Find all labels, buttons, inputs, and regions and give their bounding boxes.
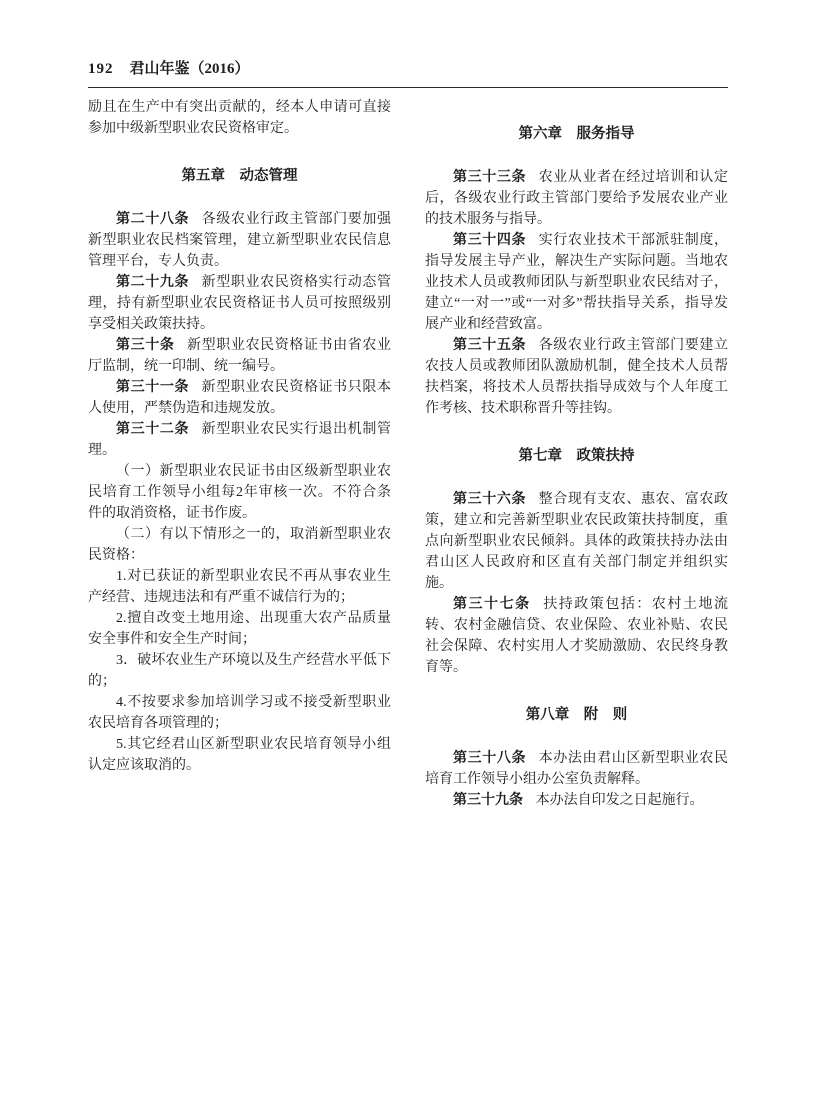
article-paragraph: 第三十四条 实行农业技术干部派驻制度，指导发展主导产业，解决生产实际问题。当地农业技术人员或教师团队与新型职业农民结对子，建立“一对一”或“一对多”帮扶指导关系，指导发展产业和经营致富。 xyxy=(425,233,729,332)
article-paragraph: 第三十六条 整合现有支农、惠农、富农政策，建立和完善新型职业农民政策扶持制度，重点向新型职业农民倾斜。具体的政策扶持办法由君山区人民政府和区直有关部门制定并组织实施。 xyxy=(425,492,729,591)
page-header xyxy=(88,60,728,88)
article-number: 第三十五条 xyxy=(453,338,527,353)
chapter-heading: 第八章 附 则 xyxy=(525,707,628,723)
chapter-heading: 第七章 政策扶持 xyxy=(518,448,635,464)
article-number: 第三十八条 xyxy=(453,751,527,766)
article-number: 第三十一条 xyxy=(116,380,190,395)
book-title: 君山年鉴（2016） xyxy=(129,61,250,77)
article-number: 第三十九条 xyxy=(453,793,523,808)
article-paragraph: 第三十七条 扶持政策包括：农村土地流转、农村金融信贷、农业保险、农业补贴、农民社会保障、农村实用人才奖励激励、农民终身教育等。 xyxy=(425,597,729,675)
article-number: 第二十八条 xyxy=(116,212,190,227)
article-number: 第二十九条 xyxy=(116,275,190,290)
article-paragraph: 第三十三条 农业从业者在经过培训和认定后，各级农业行政主管部门要给予发展农业产业的技术服务与指导。 xyxy=(425,170,729,227)
page-content xyxy=(88,97,728,811)
article-number: 第三十二条 xyxy=(116,422,190,437)
article-number: 第三十三条 xyxy=(453,170,527,185)
page-number: 192 xyxy=(88,61,114,77)
article-paragraph: 第三十一条 新型职业农民资格证书只限本人使用，严禁伪造和违规发放。 xyxy=(88,380,392,416)
body-paragraph: 1.对已获证的新型职业农民不再从事农业生产经营、违规违法和有严重不诚信行为的； xyxy=(88,569,391,605)
article-paragraph: 第二十九条 新型职业农民资格实行动态管理，持有新型职业农民资格证书人员可按照级别享受相关政策扶持。 xyxy=(88,275,392,332)
article-paragraph: 第三十八条 本办法由君山区新型职业农民培育工作领导小组办公室负责解释。 xyxy=(425,751,729,787)
body-paragraph: 励且在生产中有突出贡献的，经本人申请可直接参加中级新型职业农民资格审定。 xyxy=(88,100,391,136)
left-column xyxy=(88,97,405,811)
article-paragraph: 第三十五条 各级农业行政主管部门要建立农技人员或教师团队激励机制，健全技术人员帮扶档案，将技术人员帮扶指导成效与个人年度工作考核、技术职称晋升等挂钩。 xyxy=(425,338,729,416)
article-paragraph: 第三十条 新型职业农民资格证书由省农业厅监制，统一印制、统一编号。 xyxy=(88,338,392,374)
body-paragraph: 4.不按要求参加培训学习或不接受新型职业农民培育各项管理的； xyxy=(88,695,391,731)
right-column xyxy=(425,97,728,811)
body-paragraph: （二）有以下情形之一的，取消新型职业农民资格： xyxy=(88,527,391,563)
article-number: 第三十七条 xyxy=(453,597,531,612)
article-paragraph: 第三十九条 本办法自印发之日起施行。 xyxy=(453,793,704,808)
body-paragraph: 3．破坏农业生产环境以及生产经营水平低下的； xyxy=(88,653,391,689)
chapter-heading: 第五章 动态管理 xyxy=(181,168,298,184)
article-number: 第三十条 xyxy=(116,338,175,353)
article-number: 第三十六条 xyxy=(453,492,527,507)
article-number: 第三十四条 xyxy=(453,233,527,248)
article-paragraph: 第二十八条 各级农业行政主管部门要加强新型职业农民档案管理，建立新型职业农民信息管理平台，专人负责。 xyxy=(88,212,392,269)
body-paragraph: （一）新型职业农民证书由区级新型职业农民培育工作领导小组每2年审核一次。不符合条 件的取消资格，证书作废。 xyxy=(88,464,405,521)
article-paragraph: 第三十二条 新型职业农民实行退出机制管理。 xyxy=(88,422,392,458)
body-paragraph: 5.其它经君山区新型职业农民培育领导小组认定应该取消的。 xyxy=(88,737,391,773)
chapter-heading: 第六章 服务指导 xyxy=(518,126,635,142)
body-paragraph: 2.擅自改变土地用途、出现重大农产品质量安全事件和安全生产时间； xyxy=(88,611,391,647)
